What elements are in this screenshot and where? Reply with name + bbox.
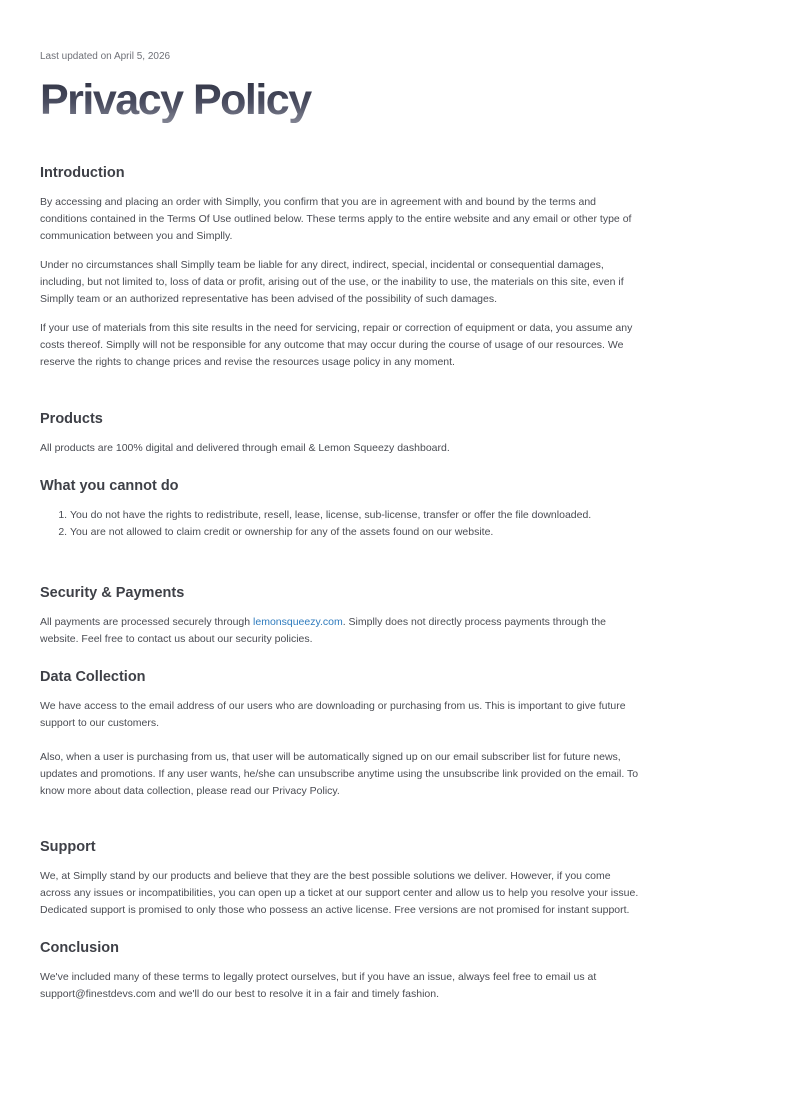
products-heading: Products: [40, 411, 103, 427]
list-item: 1. You do not have the rights to redistribute, resell, lease, license, sub-license, transfer or offer the file downloaded.: [70, 507, 760, 524]
data-collection-paragraph-1: We have access to the email address of our users who are downloading or purchasing from us. This is important to give future support to our customers.: [40, 700, 626, 729]
conclusion-section: [40, 938, 760, 1003]
list-item: 2. You are not allowed to claim credit or ownership for any of the assets found on our website.: [70, 524, 760, 541]
products-paragraph: All products are 100% digital and delivered through email & Lemon Squeezy dashboard.: [40, 442, 450, 454]
introduction-paragraph-3: If your use of materials from this site results in the need for servicing, repair or correction of equipment or data, you assume any costs thereof. Simplly will not be responsible for any outcome that may occur during the course of usage of our resources. We reserve the rights to change prices and revise the resources usage policy in any moment.: [40, 322, 633, 368]
security-heading: Security & Payments: [40, 585, 185, 601]
introduction-section: [40, 163, 760, 371]
security-paragraph: [40, 614, 640, 648]
lemonsqueezy-link[interactable]: lemonsqueezy.com: [253, 616, 343, 628]
conclusion-heading: Conclusion: [40, 940, 119, 956]
introduction-paragraph-1: By accessing and placing an order with Simplly, you confirm that you are in agreement with and bound by the terms and conditions contained in the Terms Of Use outlined below. These terms apply to the entire website and any email or other type of communication between you and Simplly.: [40, 196, 632, 242]
page-title: Privacy Policy: [40, 74, 760, 126]
introduction-paragraph-2: Under no circumstances shall Simplly team be liable for any direct, indirect, special, incidental or consequential damages, including, but not limited to, loss of data or profit, arising out of the use, or the inability to use, the materials on this site, even if Simplly team or an authorized representative has been advised of the possibility of such damages.: [40, 259, 624, 305]
security-text-end: . Simplly does not directly process payments through the website. Feel free to contact us about our security policies.: [40, 616, 606, 645]
conclusion-paragraph: We've included many of these terms to legally protect ourselves, but if you have an issue, always feel free to email us at support@finestdevs.com and we'll do our best to resolve it in a fair and timely fashion.: [40, 971, 597, 1000]
products-section: [40, 409, 760, 457]
support-heading: Support: [40, 839, 96, 855]
data-collection-section: [40, 667, 760, 800]
security-text-start: All payments are processed securely through: [40, 616, 254, 628]
cannot-do-list: [40, 507, 760, 541]
cannot-do-heading: What you cannot do: [40, 478, 179, 494]
security-section: [40, 583, 760, 648]
support-paragraph: We, at Simplly stand by our products and believe that they are the best possible solutions we deliver. However, if you come across any issues or incompatibilities, you can open up a ticket at our support center and allow us to help you resolve your issue. Dedicated support is promised to only those who possess an active license. Free versions are not promised for instant support.: [40, 870, 639, 916]
data-collection-heading: Data Collection: [40, 669, 146, 685]
data-collection-paragraph-2: Also, when a user is purchasing from us, that user will be automatically signed up on our email subscriber list for future news, updates and promotions. If any user wants, he/she can unsubscribe anytime using the unsubscribe link provided on the email. To know more about data collection, please read our Privacy Policy.: [40, 751, 639, 797]
last-updated-text: Last updated on April 5, 2026: [40, 51, 171, 62]
cannot-do-section: [40, 476, 760, 541]
introduction-heading: Introduction: [40, 165, 125, 181]
support-section: [40, 837, 760, 919]
